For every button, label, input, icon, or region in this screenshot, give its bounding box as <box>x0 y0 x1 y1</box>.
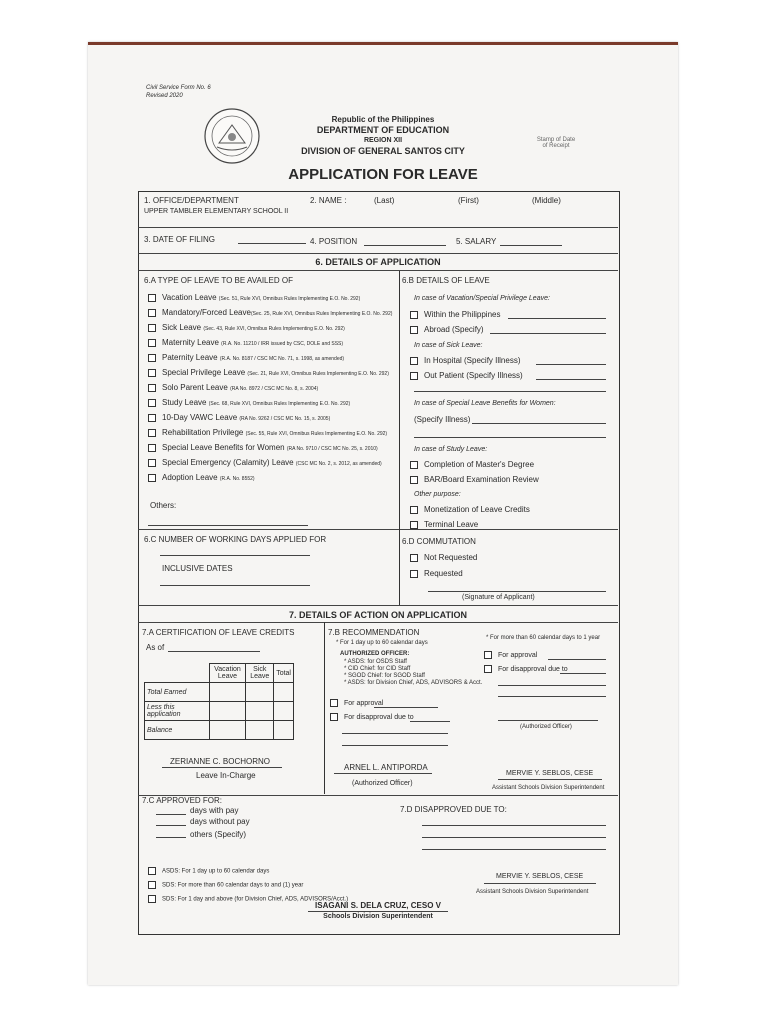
other-purpose-heading: Other purpose: <box>414 491 461 498</box>
approved-for-title: 7.C APPROVED FOR: <box>142 796 223 805</box>
specify-illness-label: (Specify Illness) <box>414 415 471 424</box>
disapproved-field-1[interactable] <box>422 825 606 826</box>
mervie-role: Assistant Schools Division Superintendent <box>492 785 605 791</box>
name-label: 2. NAME : <box>310 196 347 205</box>
checkbox[interactable] <box>148 399 156 407</box>
checkbox[interactable] <box>330 699 338 707</box>
others-specify-field[interactable] <box>156 837 186 838</box>
disapproved-field-3[interactable] <box>422 849 606 850</box>
applicant-signature-label: (Signature of Applicant) <box>462 594 535 601</box>
department-label: DEPARTMENT OF EDUCATION <box>316 125 450 135</box>
leave-type-special-privilege[interactable]: Special Privilege Leave (Sec. 21, Rule XVI, Omnibus Rules Implementing E.O. No. 292) <box>148 368 389 377</box>
name-first[interactable]: (First) <box>458 196 479 205</box>
checkbox[interactable] <box>410 476 418 484</box>
for-disapproval-option[interactable]: For disapproval due to <box>330 713 414 721</box>
requested-option[interactable]: Requested <box>410 569 463 578</box>
salary-field[interactable] <box>500 245 562 246</box>
leave-type-rehabilitation[interactable]: Rehabilitation Privilege (Sec. 55, Rule XVI, Omnibus Rules Implementing E.O. No. 292) <box>148 428 387 437</box>
commutation-title: 6.D COMMUTATION <box>402 537 476 546</box>
disapproved-title: 7.D DISAPPROVED DUE TO: <box>400 805 507 814</box>
terminal-leave-option[interactable]: Terminal Leave <box>410 520 478 529</box>
col-vacation: Vacation Leave <box>209 664 246 683</box>
divider <box>138 605 618 606</box>
for-disapproval-field-3[interactable] <box>342 745 448 746</box>
form-paper <box>88 42 678 985</box>
leave-credits-table <box>144 663 294 740</box>
working-days-title: 6.C NUMBER OF WORKING DAYS APPLIED FOR <box>144 535 327 544</box>
checkbox[interactable] <box>148 459 156 467</box>
office-label: 1. OFFICE/DEPARTMENT <box>144 196 239 205</box>
type-of-leave-title: 6.A TYPE OF LEAVE TO BE AVAILED OF <box>144 276 293 285</box>
abroad-field[interactable] <box>490 333 606 334</box>
checkbox[interactable] <box>410 521 418 529</box>
checkbox[interactable] <box>330 713 338 721</box>
in-hospital-option[interactable]: In Hospital (Specify Illness) <box>410 356 520 365</box>
table-cell[interactable] <box>274 702 294 721</box>
col-sick: Sick Leave <box>246 664 274 683</box>
with-pay-label: days with pay <box>190 806 239 815</box>
col-total: Total <box>274 664 294 683</box>
checkbox[interactable] <box>148 474 156 482</box>
position-field[interactable] <box>364 245 446 246</box>
position-label: 4. POSITION <box>310 237 358 246</box>
table-cell[interactable] <box>274 683 294 702</box>
within-philippines-option[interactable]: Within the Philippines <box>410 310 500 319</box>
for-approval-option[interactable]: For approval <box>330 699 383 707</box>
for-disapproval-option-2[interactable]: For disapproval due to <box>484 665 568 673</box>
for-disapproval-field-5[interactable] <box>498 685 606 686</box>
for-disapproval-field[interactable] <box>410 721 450 722</box>
leave-type-vacation[interactable]: Vacation Leave (Sec. 51, Rule XVI, Omnibus Rules Implementing E.O. No. 292) <box>148 293 360 302</box>
revised-label: Revised 2020 <box>146 93 183 99</box>
salary-label: 5. SALARY <box>456 237 497 246</box>
details-header: 6. DETAILS OF APPLICATION <box>315 257 441 267</box>
mervie2-line <box>484 883 596 884</box>
study-heading: In case of Study Leave: <box>414 446 488 453</box>
inclusive-dates-label: INCLUSIVE DATES <box>162 564 233 573</box>
abroad-option[interactable]: Abroad (Specify) <box>410 325 484 334</box>
without-pay-label: days without pay <box>190 817 250 826</box>
table-cell[interactable] <box>209 702 246 721</box>
details-of-leave-title: 6.B DETAILS OF LEAVE <box>402 276 490 285</box>
women-field[interactable] <box>472 423 606 424</box>
vacation-heading: In case of Vacation/Special Privilege Leave: <box>414 295 550 302</box>
leave-type-calamity[interactable]: Special Emergency (Calamity) Leave (CSC MC No. 2, s. 2012, as amended) <box>148 458 382 467</box>
checkbox[interactable] <box>410 570 418 578</box>
others-specify-label: others (Specify) <box>190 830 247 839</box>
within-field[interactable] <box>508 318 606 319</box>
leave-type-adoption[interactable]: Adoption Leave (R.A. No. 8552) <box>148 473 255 482</box>
auth-line-1: * ASDS: for OSDS Staff <box>344 659 407 665</box>
table-cell[interactable] <box>274 721 294 740</box>
checkbox[interactable] <box>148 324 156 332</box>
checkbox[interactable] <box>410 311 418 319</box>
out-patient-option[interactable]: Out Patient (Specify Illness) <box>410 371 523 380</box>
checkbox[interactable] <box>410 461 418 469</box>
checkbox[interactable] <box>148 369 156 377</box>
auth-line-2: * CID Chief: for CID Staff <box>344 666 411 672</box>
small-note-3[interactable]: SDS: For 1 day and above (for Division Chief, ADS, ADVISORS/Acct.) <box>148 895 348 903</box>
action-header: 7. DETAILS OF ACTION ON APPLICATION <box>288 610 467 620</box>
checkbox[interactable] <box>410 372 418 380</box>
for-approval-field-2[interactable] <box>548 659 606 660</box>
divider <box>138 622 618 623</box>
small-note-2[interactable]: SDS: For more than 60 calendar days to and (1) year <box>148 881 303 889</box>
leave-type-solo-parent[interactable]: Solo Parent Leave (RA No. 8972 / CSC MC No. 8, s. 2004) <box>148 383 318 392</box>
checkbox[interactable] <box>148 309 156 317</box>
sds-name: ISAGANI S. DELA CRUZ, CESO V <box>315 901 441 910</box>
recommendation-note-1: * For 1 day up to 60 calendar days <box>336 640 428 646</box>
table-corner <box>145 664 210 683</box>
table-cell[interactable] <box>209 683 246 702</box>
sds-role: Schools Division Superintendent <box>323 913 433 920</box>
checkbox[interactable] <box>410 326 418 334</box>
monetization-option[interactable]: Monetization of Leave Credits <box>410 505 530 514</box>
outpatient-field-2[interactable] <box>414 391 606 392</box>
checkbox[interactable] <box>148 414 156 422</box>
for-approval-field[interactable] <box>374 707 438 708</box>
table-cell[interactable] <box>246 721 274 740</box>
certification-title: 7.A CERTIFICATION OF LEAVE CREDITS <box>142 628 295 637</box>
leave-type-maternity[interactable]: Maternity Leave (R.A. No. 11210 / IRR issued by CSC, DOLE and SSS) <box>148 338 343 347</box>
division-label: DIVISION OF GENERAL SANTOS CITY <box>301 146 465 156</box>
leave-type-sick[interactable]: Sick Leave (Sec. 43, Rule XVI, Omnibus Rules Implementing E.O. No. 292) <box>148 323 345 332</box>
date-filing-field[interactable] <box>238 243 306 244</box>
table-cell[interactable] <box>209 721 246 740</box>
checkbox[interactable] <box>148 384 156 392</box>
masters-option[interactable]: Completion of Master's Degree <box>410 460 534 469</box>
table-cell[interactable] <box>246 702 274 721</box>
divider <box>138 253 618 254</box>
not-requested-option[interactable]: Not Requested <box>410 553 477 562</box>
mervie-name: MERVIE Y. SEBLOS, CESE <box>506 770 594 777</box>
disapproved-field-2[interactable] <box>422 837 606 838</box>
for-disapproval-field-2[interactable] <box>342 733 448 734</box>
auth-line-4: * ASDS: for Division Chief, ADS, ADVISORS & Acct. <box>344 680 483 686</box>
others-label: Others: <box>150 501 177 510</box>
for-approval-option-2[interactable]: For approval <box>484 651 537 659</box>
checkbox[interactable] <box>148 444 156 452</box>
checkbox[interactable] <box>484 665 492 673</box>
women-heading: In case of Special Leave Benefits for Women: <box>414 400 556 407</box>
others-field[interactable] <box>148 525 308 526</box>
with-pay-field[interactable] <box>156 814 186 815</box>
mervie-line <box>498 779 602 780</box>
checkbox[interactable] <box>410 506 418 514</box>
auth-line-3: * SGOD Chief: for SGOD Staff <box>344 673 425 679</box>
checkbox[interactable] <box>148 339 156 347</box>
without-pay-field[interactable] <box>156 825 186 826</box>
for-disapproval-field-4[interactable] <box>560 673 606 674</box>
checkbox[interactable] <box>148 354 156 362</box>
stamp-note: Stamp of Date of Receipt <box>536 137 576 149</box>
mervie2-name: MERVIE Y. SEBLOS, CESE <box>496 873 584 880</box>
arnel-name: ARNEL L. ANTIPORDA <box>344 763 428 772</box>
checkbox[interactable] <box>148 867 156 875</box>
applicant-signature-line[interactable] <box>428 591 606 592</box>
leave-type-vawc[interactable]: 10-Day VAWC Leave (RA No. 9262 / CSC MC No. 15, s. 2005) <box>148 413 330 422</box>
arnel-role: (Authorized Officer) <box>352 780 413 787</box>
divider <box>138 227 618 228</box>
divider <box>138 529 618 530</box>
bar-review-option[interactable]: BAR/Board Examination Review <box>410 475 539 484</box>
leave-type-mandatory[interactable]: Mandatory/Forced Leave(Sec. 25, Rule XVI, Omnibus Rules Implementing E.O. No. 292) <box>148 308 392 317</box>
mervie2-role: Assistant Schools Division Superintendent <box>476 889 589 895</box>
as-of-field[interactable] <box>168 651 260 652</box>
checkbox[interactable] <box>148 881 156 889</box>
form-title: APPLICATION FOR LEAVE <box>288 166 478 183</box>
arnel-line <box>334 773 432 774</box>
leave-type-paternity[interactable]: Paternity Leave (R.A. No. 8187 / CSC MC No. 71, s. 1998, as amended) <box>148 353 344 362</box>
as-of-label: As of <box>146 643 165 652</box>
leave-incharge-name: ZERIANNE C. BOCHORNO <box>170 757 271 766</box>
name-last[interactable]: (Last) <box>374 196 395 205</box>
region-label: REGION XII <box>363 137 403 144</box>
authorized-officer-line[interactable] <box>498 720 598 721</box>
leave-type-women[interactable]: Special Leave Benefits for Women (RA No. 9710 / CSC MC No. 25, s. 2010) <box>148 443 378 452</box>
hospital-field[interactable] <box>536 364 606 365</box>
table-cell[interactable] <box>246 683 274 702</box>
checkbox[interactable] <box>148 294 156 302</box>
csf-number: Civil Service Form No. 6 <box>146 85 211 91</box>
recommendation-title: 7.B RECOMMENDATION <box>328 628 420 637</box>
checkbox[interactable] <box>410 554 418 562</box>
leave-type-study[interactable]: Study Leave (Sec. 68, Rule XVI, Omnibus Rules Implementing E.O. No. 292) <box>148 398 350 407</box>
for-disapproval-field-6[interactable] <box>498 696 606 697</box>
small-note-1[interactable]: ASDS: For 1 day up to 60 calendar days <box>148 867 269 875</box>
outpatient-field[interactable] <box>536 379 606 380</box>
women-field-2[interactable] <box>414 437 606 438</box>
row-balance: Balance <box>145 721 210 740</box>
republic-label: Republic of the Philippines <box>331 115 435 124</box>
checkbox[interactable] <box>148 429 156 437</box>
column-divider <box>324 622 325 794</box>
checkbox[interactable] <box>410 357 418 365</box>
name-middle[interactable]: (Middle) <box>532 196 561 205</box>
column-divider <box>399 271 400 529</box>
working-days-field[interactable] <box>160 555 310 556</box>
leave-incharge-role: Leave In-Charge <box>196 771 256 780</box>
sds-line <box>308 911 448 912</box>
office-value[interactable]: UPPER TAMBLER ELEMENTARY SCHOOL II <box>144 208 289 215</box>
row-less-application: Less this application <box>145 702 210 721</box>
authorized-officer-label: (Authorized Officer) <box>520 724 572 730</box>
checkbox[interactable] <box>484 651 492 659</box>
row-total-earned: Total Earned <box>145 683 210 702</box>
authorized-officer-heading: AUTHORIZED OFFICER: <box>340 651 410 657</box>
sick-heading: In case of Sick Leave: <box>414 342 483 349</box>
inclusive-dates-field[interactable] <box>160 585 310 586</box>
date-filing-label: 3. DATE OF FILING <box>144 235 215 244</box>
leave-incharge-line <box>162 767 282 768</box>
divider <box>138 270 618 271</box>
recommendation-note-2: * For more than 60 calendar days to 1 year <box>486 635 601 641</box>
column-divider <box>399 529 400 605</box>
